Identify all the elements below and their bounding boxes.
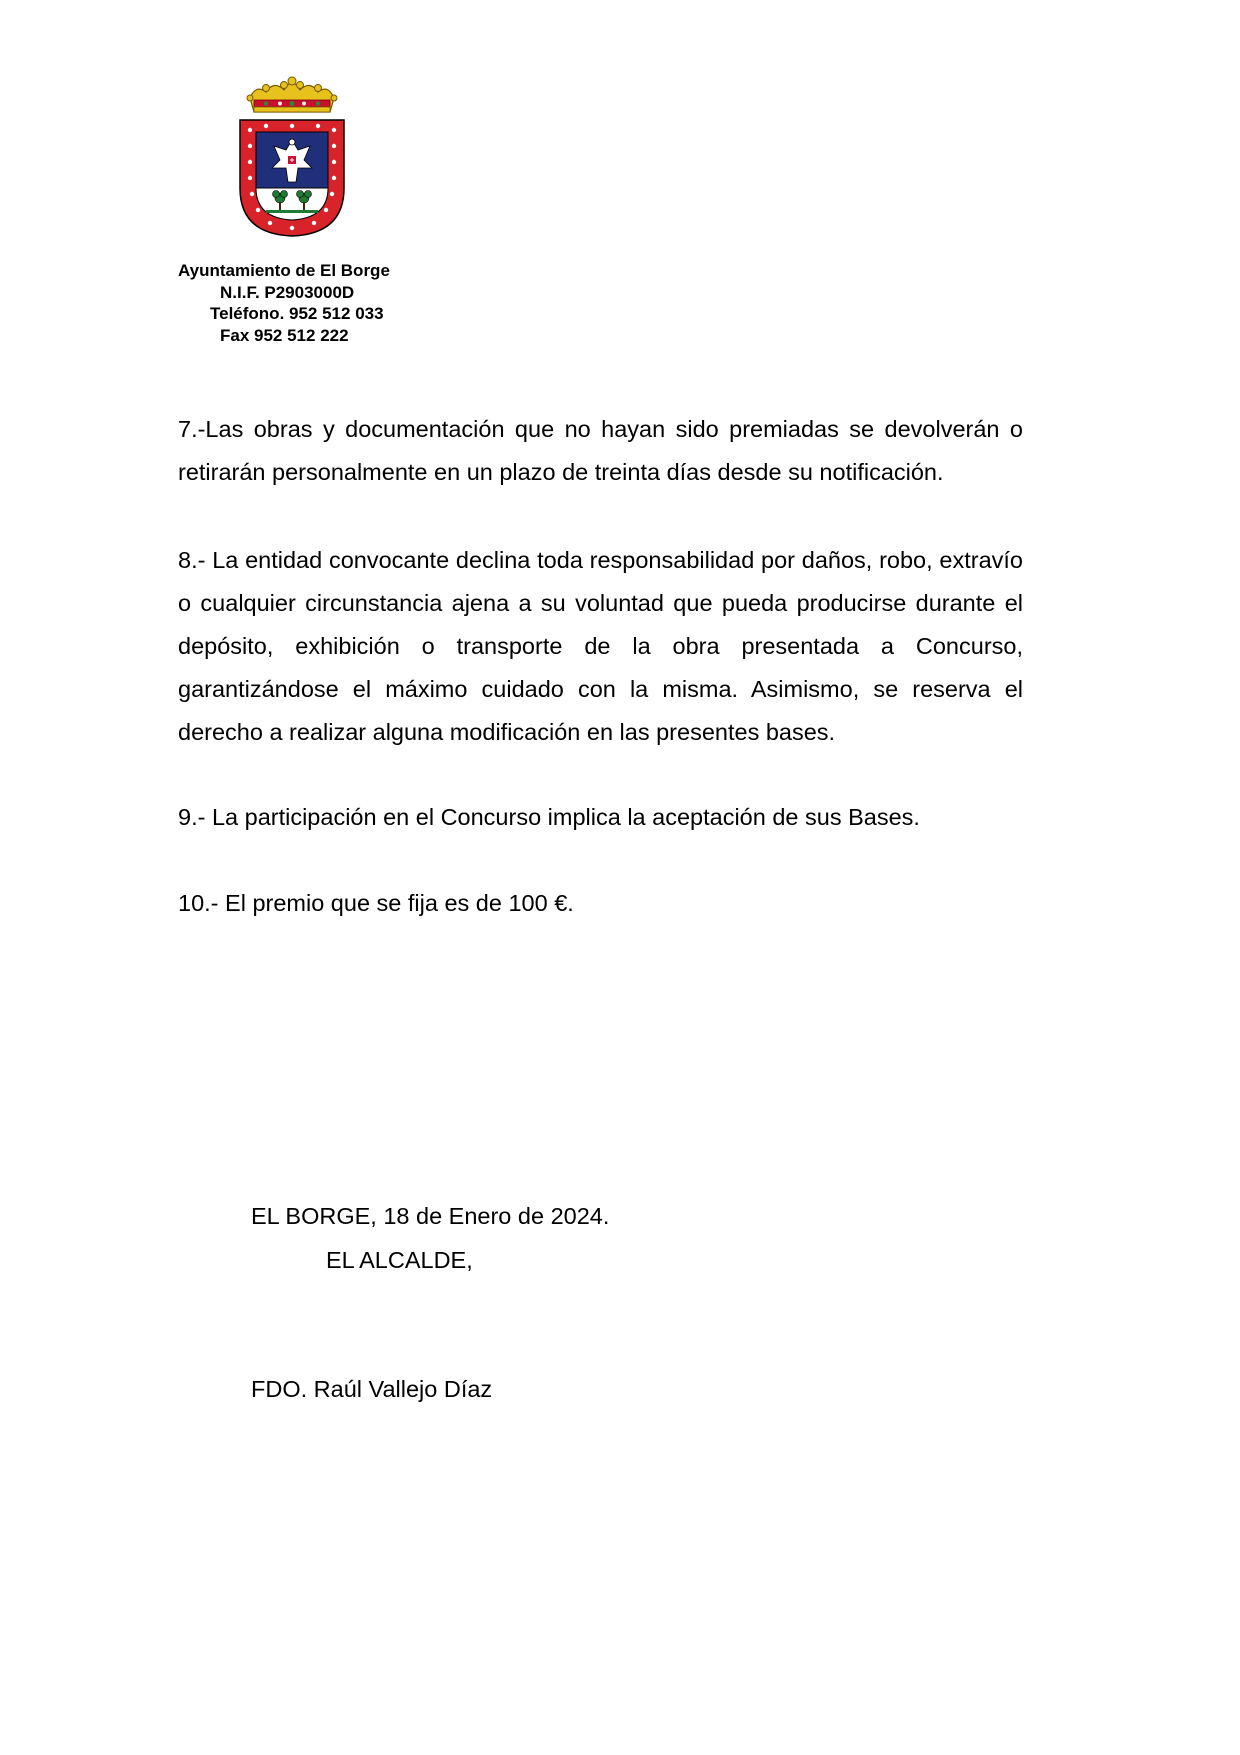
clause-9: 9.- La participación en el Concurso implica la aceptación de sus Bases. [178,804,920,830]
fax-number: Fax 952 512 222 [220,325,349,345]
clause-8: 8.- La entidad convocante declina toda responsabilidad por daños, robo, extravío o cualquier circunstancia ajena a su voluntad que pueda producirse durante el depósito, exhibición o transporte de la obra presentada a Concurso, garantizándose el máximo cuidado con la misma. Asimismo, se reserva el derecho a realizar alguna modificación en las presentes bases. [178,547,1023,745]
clause-10: 10.- El premio que se fija es de 100 €. [178,890,574,916]
organization-name: Ayuntamiento de El Borge [178,261,390,280]
coat-of-arms-icon [236,76,348,238]
letterhead [178,260,438,346]
place-and-date: EL BORGE, 18 de Enero de 2024. [251,1203,610,1229]
nif-number: N.I.F. P2903000D [220,282,355,302]
signer-title: EL ALCALDE, [326,1247,473,1273]
crown-icon [247,77,337,112]
phone-number: Teléfono. 952 512 033 [210,304,384,323]
signer-name: FDO. Raúl Vallejo Díaz [251,1376,493,1402]
clause-7: 7.-Las obras y documentación que no hayan sido premiadas se devolverán o retirarán personalmente en un plazo de treinta días desde su notificación. [178,416,1023,485]
